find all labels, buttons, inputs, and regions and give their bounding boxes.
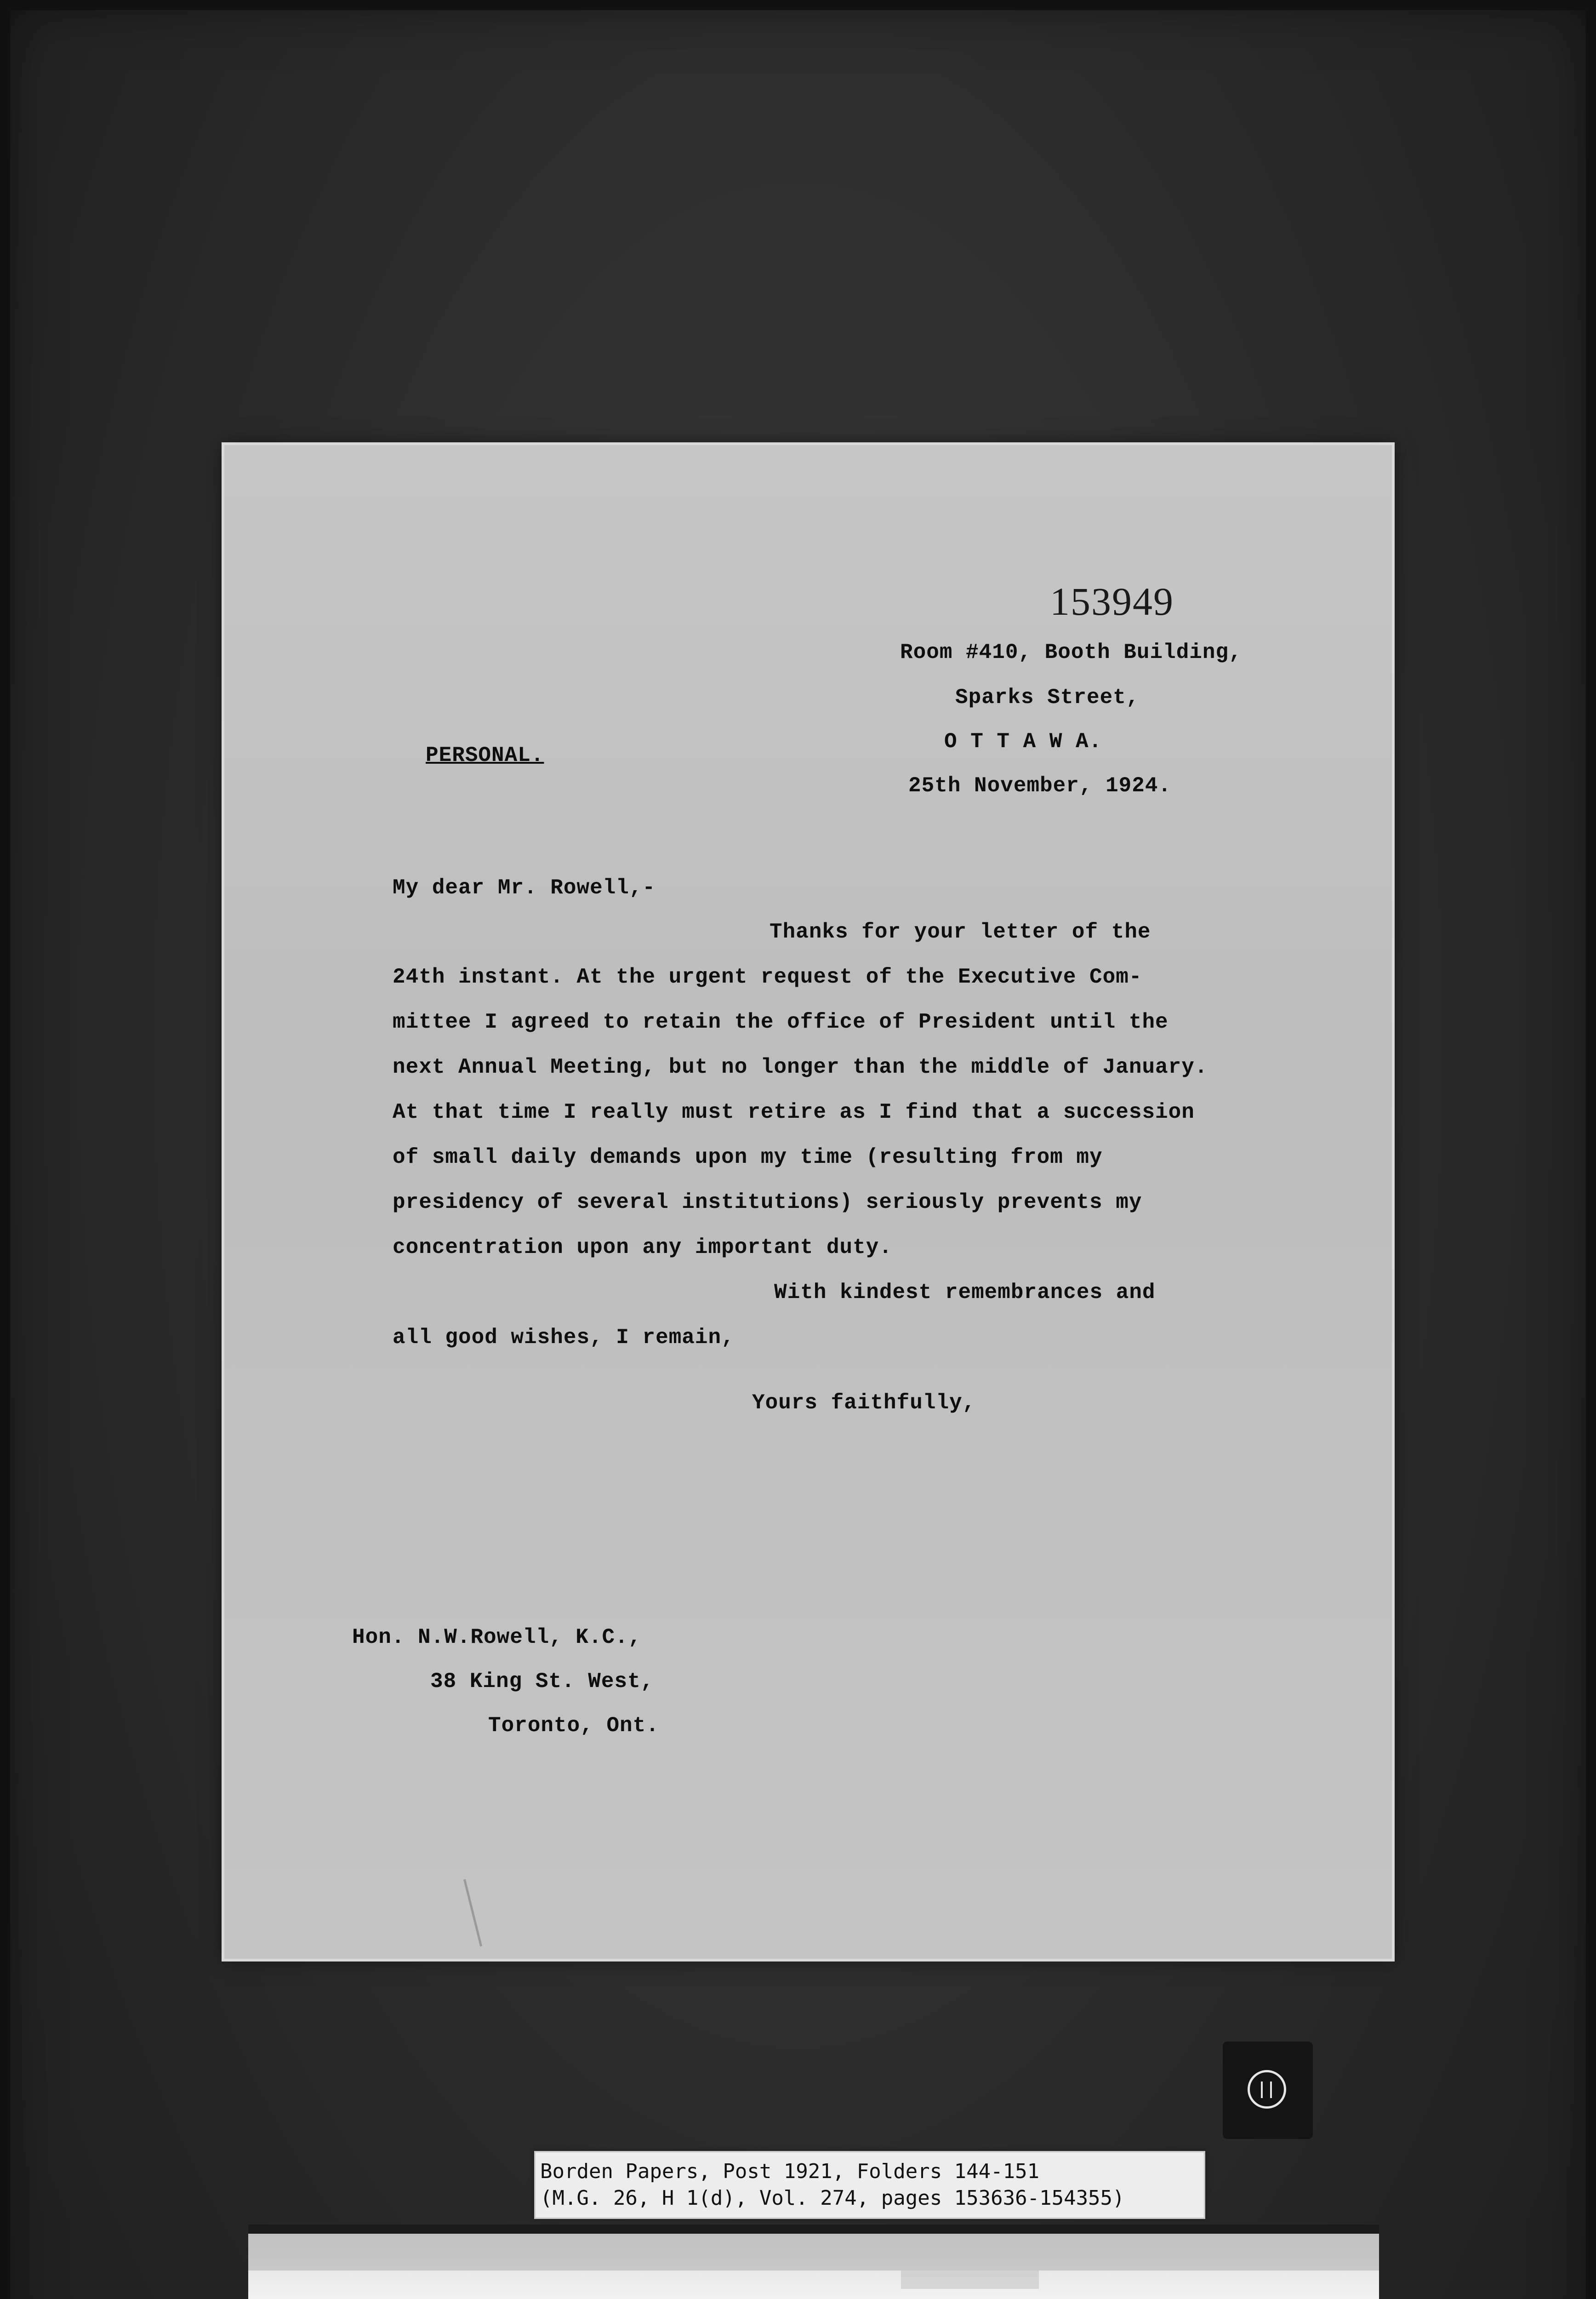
body-line-2: 24th instant. At the urgent request of the Executive Com- <box>393 965 1142 989</box>
archives-emblem-icon <box>1223 2042 1313 2139</box>
address-line-2: Sparks Street, <box>955 686 1140 709</box>
archive-reference-label <box>534 2151 1205 2219</box>
emblem-circle <box>1248 2070 1286 2109</box>
body-line-3: mittee I agreed to retain the office of President until the <box>393 1010 1168 1034</box>
tape-piece <box>901 2270 1039 2289</box>
address-line-3: O T T A W A. <box>944 730 1102 754</box>
body-line-9: With kindest remembrances and <box>774 1281 1156 1304</box>
body-line-7: presidency of several institutions) seriously prevents my <box>393 1190 1142 1214</box>
salutation: My dear Mr. Rowell,- <box>393 876 656 900</box>
body-line-10: all good wishes, I remain, <box>393 1326 735 1350</box>
public-archives-board <box>248 2234 1379 2299</box>
address-line-1: Room #410, Booth Building, <box>900 641 1242 664</box>
letter-page <box>224 445 1392 1959</box>
tape-strip <box>248 2234 1379 2270</box>
label-line-2: (M.G. 26, H 1(d), Vol. 274, pages 153636-154355) <box>540 2186 1125 2210</box>
body-line-6: of small daily demands upon my time (resulting from my <box>393 1145 1103 1169</box>
body-line-8: concentration upon any important duty. <box>393 1235 892 1259</box>
body-line-4: next Annual Meeting, but no longer than the middle of January. <box>393 1055 1208 1079</box>
body-line-5: At that time I really must retire as I find that a succession <box>393 1100 1195 1124</box>
document-number: 153949 <box>1050 579 1174 623</box>
recipient-city: Toronto, Ont. <box>488 1714 659 1738</box>
recipient-name: Hon. N.W.Rowell, K.C., <box>352 1625 642 1649</box>
letter-date: 25th November, 1924. <box>908 774 1172 798</box>
closing: Yours faithfully, <box>752 1391 976 1415</box>
personal-marking: PERSONAL. <box>426 743 544 767</box>
body-line-1: Thanks for your letter of the <box>770 920 1151 944</box>
recipient-street: 38 King St. West, <box>430 1670 654 1693</box>
paper-fold-mark <box>463 1879 482 1947</box>
label-line-1: Borden Papers, Post 1921, Folders 144-151 <box>540 2160 1040 2183</box>
